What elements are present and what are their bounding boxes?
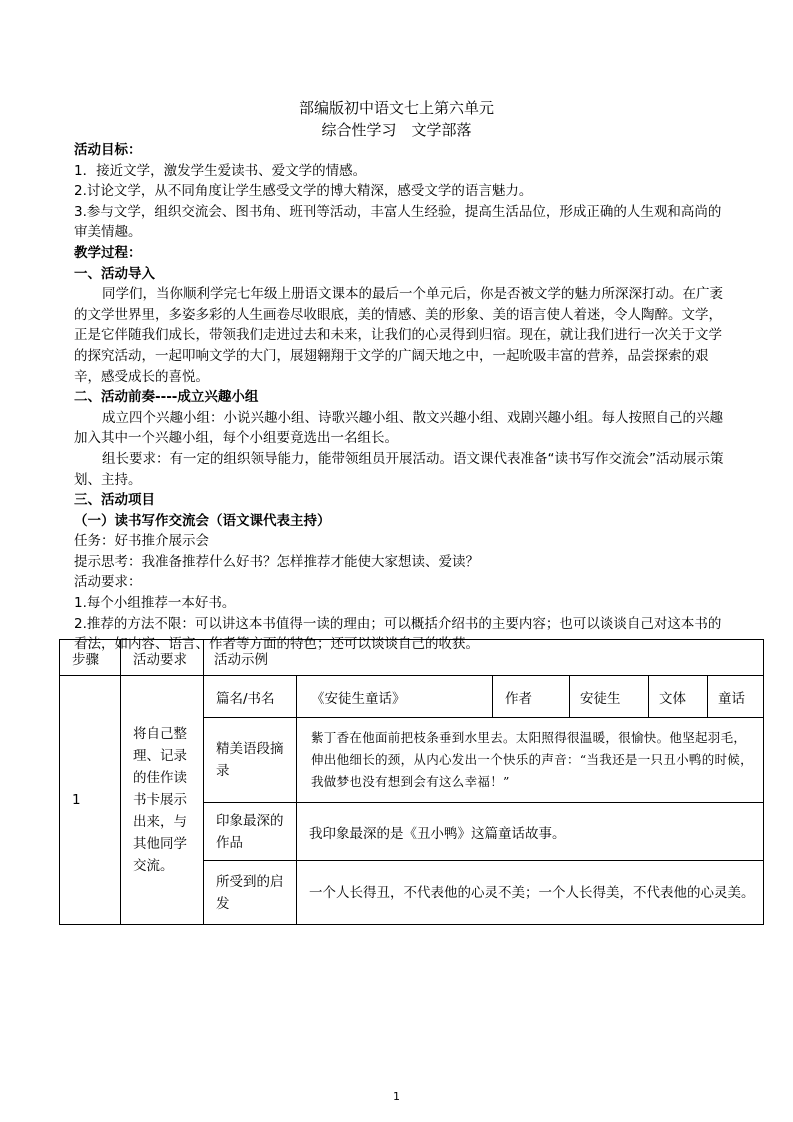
author-label: 作者	[493, 676, 570, 718]
page-number: 1	[393, 1090, 400, 1103]
section-heading: 一、活动导入	[74, 265, 155, 282]
requirement-cell: 将自己整理、记录的佳作读书卡展示出来，与其他同学交流。	[121, 676, 204, 925]
header-cell: 活动要求	[121, 640, 204, 676]
leader-paragraph: 组长要求：有一定的组织领导能力，能带领组员开展活动。语文课代表准备“读书写作交流会”活动展示策划、主持。	[74, 450, 724, 488]
header-cell: 步骤	[60, 640, 121, 676]
document-subtitle: 综合性学习 文学部落	[321, 121, 472, 139]
task-line: 任务：好书推介展示会	[74, 533, 209, 550]
header-cell: 活动示例	[204, 640, 764, 676]
objective-item: 3.参与文学，组织交流会、图书角、班刊等活动，丰富人生经验，提高生活品位，形成正确的人生观和高尚的审美情趣。	[74, 203, 722, 241]
book-label: 篇名/书名	[204, 676, 297, 718]
requirements-heading: 活动要求：	[74, 574, 142, 591]
intro-paragraph: 同学们，当你顺利学完七年级上册语文课本的最后一个单元后，你是否被文学的魅力所深深打动。在广袤的文学世界里，多姿多彩的人生画卷尽收眼底，美的情感、美的形象、美的语言使人着迷，令人陶醉。文学，正是它伴随我们成长，带领我们走进过去和未来，让我们的心灵得到归宿。现在，就让我们进行一次关于文学的探究活动，一起叩响文学的大门，展翅翱翔于文学的广阔天地之中，一起吮吸丰富的营养，品尝探索的艰辛，感受成长的喜悦。	[74, 286, 723, 385]
genre-value: 童话	[708, 676, 764, 718]
table-header-row	[60, 640, 764, 676]
author-value: 安徒生	[570, 676, 649, 718]
inspire-label: 所受到的启发	[204, 861, 297, 925]
section-heading: 三、活动项目	[74, 492, 155, 509]
table-row	[60, 676, 764, 718]
prompt-line: 提示思考：我准备推荐什么好书？怎样推荐才能使大家想读、爱读？	[74, 553, 479, 570]
excerpt-label: 精美语段摘录	[204, 718, 297, 803]
objective-item: 2.讨论文学，从不同角度让学生感受文学的博大精深，感受文学的语言魅力。	[74, 183, 533, 200]
inspire-text: 一个人长得丑，不代表他的心灵不美；一个人长得美，不代表他的心灵美。	[297, 861, 764, 925]
excerpt-text: 紫丁香在他面前把枝条垂到水里去。太阳照得很温暖，很愉快。他坚起羽毛，伸出他细长的颈，从内心发出一个快乐的声音：“当我还是一只丑小鸭的时候，我做梦也没有想到会有这么幸福！”	[297, 718, 764, 803]
requirement-item: 1.每个小组推荐一本好书。	[74, 595, 236, 612]
document-title: 部编版初中语文七上第六单元	[298, 99, 494, 117]
objective-item: 1．接近文学，激发学生爱读书、爱文学的情感。	[74, 162, 367, 179]
objectives-heading: 活动目标：	[74, 142, 142, 158]
impress-label: 印象最深的作品	[204, 803, 297, 861]
genre-label: 文体	[649, 676, 708, 718]
impress-text: 我印象最深的是《丑小鸭》这篇童话故事。	[297, 803, 764, 861]
subsection-heading: （一）读书写作交流会（语文课代表主持）	[74, 512, 331, 529]
requirement-item: 2.推荐的方法不限：可以讲这本书值得一读的理由；可以概括介绍书的主要内容；也可以谈谈自己对这本书的看法，如内容、语言、作者等方面的特色；还可以谈谈自己的收获。	[74, 615, 722, 653]
activity-table	[59, 639, 764, 925]
process-heading: 教学过程：	[74, 244, 142, 261]
step-cell: 1	[60, 676, 121, 925]
groups-paragraph: 成立四个兴趣小组：小说兴趣小组、诗歌兴趣小组、散文兴趣小组、戏剧兴趣小组。每人按照自己的兴趣加入其中一个兴趣小组，每个小组要竟选出一名组长。	[74, 409, 723, 447]
book-title: 《安徒生童话》	[297, 676, 493, 718]
section-heading: 二、活动前奏----成立兴趣小组	[74, 389, 259, 406]
document-body	[74, 140, 724, 655]
